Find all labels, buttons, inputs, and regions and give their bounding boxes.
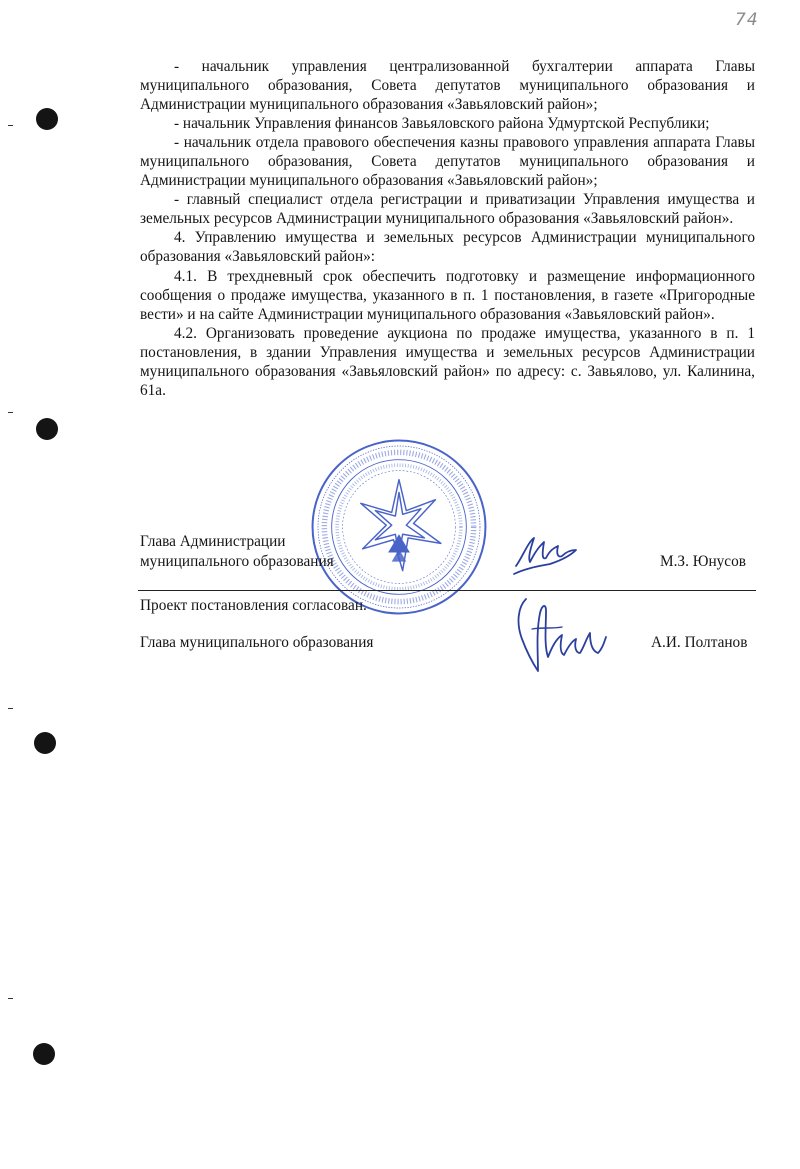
paragraph: 4.2. Организовать проведение аукциона по продаже имущества, указанного в п. 1 постановления, в здании Управления имущества и земельных ресурсов Администрации муниципального образования «Завьяловский район» по адресу: с. Завьялово, ул. Калинина, 61а. xyxy=(140,324,755,399)
separator-line xyxy=(138,590,756,591)
paragraph: 4.1. В трехдневный срок обеспечить подготовку и размещение информационного сообщения о продаже имущества, указанного в п. 1 постановления, в газете «Пригородные вести» и на сайте Администрации муниципального образования «Завьяловский район». xyxy=(140,267,755,323)
binder-hole xyxy=(36,108,58,130)
agreed-label: Проект постановления согласован. xyxy=(140,597,367,614)
hole-mark xyxy=(8,412,13,413)
binder-hole xyxy=(36,418,58,440)
head-admin-name: М.З. Юнусов xyxy=(660,553,746,570)
head-admin-title-line1: Глава Администрации xyxy=(140,533,286,550)
paragraph: - главный специалист отдела регистрации и приватизации Управления имущества и земельных ресурсов Администрации муниципального образования «Завьяловский район». xyxy=(140,191,755,228)
signature-yunusov xyxy=(510,528,590,580)
paragraph: - начальник управления централизованной бухгалтерии аппарата Главы муниципального образования, Совета депутатов муниципального образования и Администрации муниципального образования «Завьяловский район»; xyxy=(140,58,755,114)
binder-hole xyxy=(33,1043,55,1065)
hole-mark xyxy=(8,998,13,999)
head-admin-title-line2: муниципального образования xyxy=(140,553,334,570)
paragraph: 4. Управлению имущества и земельных ресурсов Администрации муниципального образования «Завьяловский район»: xyxy=(140,229,755,266)
paragraph: - начальник Управления финансов Завьяловского района Удмуртской Республики; xyxy=(174,115,710,133)
hole-mark xyxy=(8,708,13,709)
signature-poltanov xyxy=(512,593,612,675)
binder-hole xyxy=(34,732,56,754)
page-number: 74 xyxy=(735,10,759,30)
document-body xyxy=(140,57,755,400)
head-mo-title: Глава муниципального образования xyxy=(140,634,374,651)
paragraph: - начальник отдела правового обеспечения казны правового управления аппарата Главы муниципального образования, Совета депутатов муниципального образования и Администрации муниципального образования «Завьяловский район»; xyxy=(140,134,755,190)
head-mo-name: А.И. Полтанов xyxy=(651,634,748,651)
hole-mark xyxy=(8,125,13,126)
